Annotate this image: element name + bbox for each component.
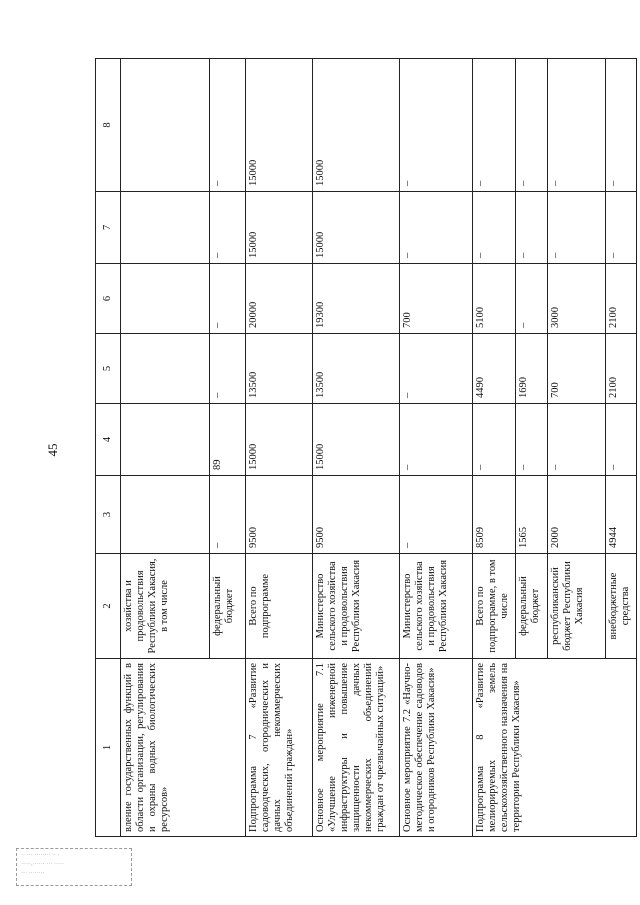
value-cell: –	[516, 192, 548, 264]
value-cell: 1690	[516, 334, 548, 404]
header-cell: 1	[96, 659, 121, 837]
value-cell: 700	[400, 264, 473, 334]
value-cell: –	[605, 404, 636, 476]
value-cell: –	[516, 264, 548, 334]
header-cell: 4	[96, 404, 121, 476]
table-row	[472, 59, 516, 837]
executor-cell: Министерство сельского хозяйства и продовольствия Республики Хакасия	[312, 554, 399, 659]
value-cell: 15000	[312, 192, 399, 264]
value-cell: 13500	[312, 334, 399, 404]
table-row	[312, 59, 399, 837]
header-row	[96, 59, 121, 837]
executor-cell: республиканский бюджет Республики Хакасия	[548, 554, 606, 659]
value-cell: –	[210, 264, 246, 334]
value-cell: 4944	[605, 476, 636, 554]
header-cell: 2	[96, 554, 121, 659]
value-cell: –	[548, 404, 606, 476]
stamp-line: ·· ··· ········ ·· ·	[21, 852, 60, 858]
value-cell	[120, 264, 210, 334]
description-cell: Основное мероприятие 7.2 «Научно-методическое обеспечение садоводов и огородников Республики Хакасия»	[400, 659, 473, 837]
stamp-line: ·····,······ ··· ·····	[21, 861, 64, 867]
value-cell	[120, 334, 210, 404]
value-cell: 89	[210, 404, 246, 476]
value-cell: –	[400, 404, 473, 476]
header-cell: 3	[96, 476, 121, 554]
value-cell	[120, 59, 210, 192]
header-cell: 6	[96, 264, 121, 334]
value-cell: 2100	[605, 334, 636, 404]
value-cell: 15000	[246, 192, 312, 264]
value-cell: –	[400, 59, 473, 192]
value-cell: –	[516, 59, 548, 192]
value-cell: 15000	[246, 404, 312, 476]
value-cell: –	[210, 334, 246, 404]
value-cell: –	[605, 59, 636, 192]
value-cell: 15000	[312, 404, 399, 476]
value-cell: 9500	[246, 476, 312, 554]
header-cell: 8	[96, 59, 121, 192]
value-cell: 19300	[312, 264, 399, 334]
table-row	[400, 59, 473, 837]
value-cell: 2000	[548, 476, 606, 554]
value-cell: –	[472, 192, 516, 264]
value-cell: 9500	[312, 476, 399, 554]
value-cell: 13500	[246, 334, 312, 404]
value-cell: –	[472, 404, 516, 476]
value-cell: –	[605, 192, 636, 264]
value-cell: 5100	[472, 264, 516, 334]
value-cell: –	[400, 476, 473, 554]
value-cell: 20000	[246, 264, 312, 334]
page-number: 45	[45, 443, 60, 457]
description-cell: вление государственных функций в области организации, регулирования и охраны водных биологических ресурсов»	[120, 659, 246, 837]
executor-cell: хозяйства и продовольствия Республики Хакасия, в том числе	[120, 554, 210, 659]
value-cell: –	[472, 59, 516, 192]
description-cell: Подпрограмма 7 «Развитие садоводческих, огороднических и дачных некоммерческих объединений граждан»	[246, 659, 312, 837]
value-cell: –	[400, 334, 473, 404]
value-cell	[120, 192, 210, 264]
rotated-table-container	[95, 59, 637, 837]
value-cell: –	[548, 59, 606, 192]
value-cell: –	[210, 59, 246, 192]
value-cell: 1565	[516, 476, 548, 554]
value-cell: 15000	[246, 59, 312, 192]
table-row	[120, 59, 210, 837]
value-cell: 2100	[605, 264, 636, 334]
value-cell: 15000	[312, 59, 399, 192]
value-cell: 700	[548, 334, 606, 404]
description-cell: Основное мероприятие 7.1 «Улучшение инженерной инфраструктуры и повышение защищенности дачных некоммерческих объединений граждан от чрезвычайных ситуаций»	[312, 659, 399, 837]
header-cell: 7	[96, 192, 121, 264]
budget-table	[95, 58, 637, 837]
executor-cell: Всего по подпрограмме	[246, 554, 312, 659]
value-cell: 4490	[472, 334, 516, 404]
value-cell: 8509	[472, 476, 516, 554]
stamp-line: ··· ········	[21, 870, 45, 876]
value-cell: –	[210, 192, 246, 264]
table-row	[246, 59, 312, 837]
value-cell: –	[516, 404, 548, 476]
executor-cell: Министерство сельского хозяйства и продовольствия Республики Хакасия	[400, 554, 473, 659]
executor-cell: федеральный бюджет	[210, 554, 246, 659]
value-cell: –	[210, 476, 246, 554]
value-cell: –	[400, 192, 473, 264]
executor-cell: внебюджетные средства	[605, 554, 636, 659]
header-cell: 5	[96, 334, 121, 404]
value-cell	[120, 476, 210, 554]
approval-stamp	[16, 848, 132, 886]
executor-cell: федеральный бюджет	[516, 554, 548, 659]
value-cell: –	[548, 192, 606, 264]
description-cell: Подпрограмма 8 «Развитие мелиорируемых земель сельскохозяйственного назначения на территории Республики Хакасия»	[472, 659, 636, 837]
value-cell: 3000	[548, 264, 606, 334]
value-cell	[120, 404, 210, 476]
executor-cell: Всего по подпрограмме, в том числе	[472, 554, 516, 659]
